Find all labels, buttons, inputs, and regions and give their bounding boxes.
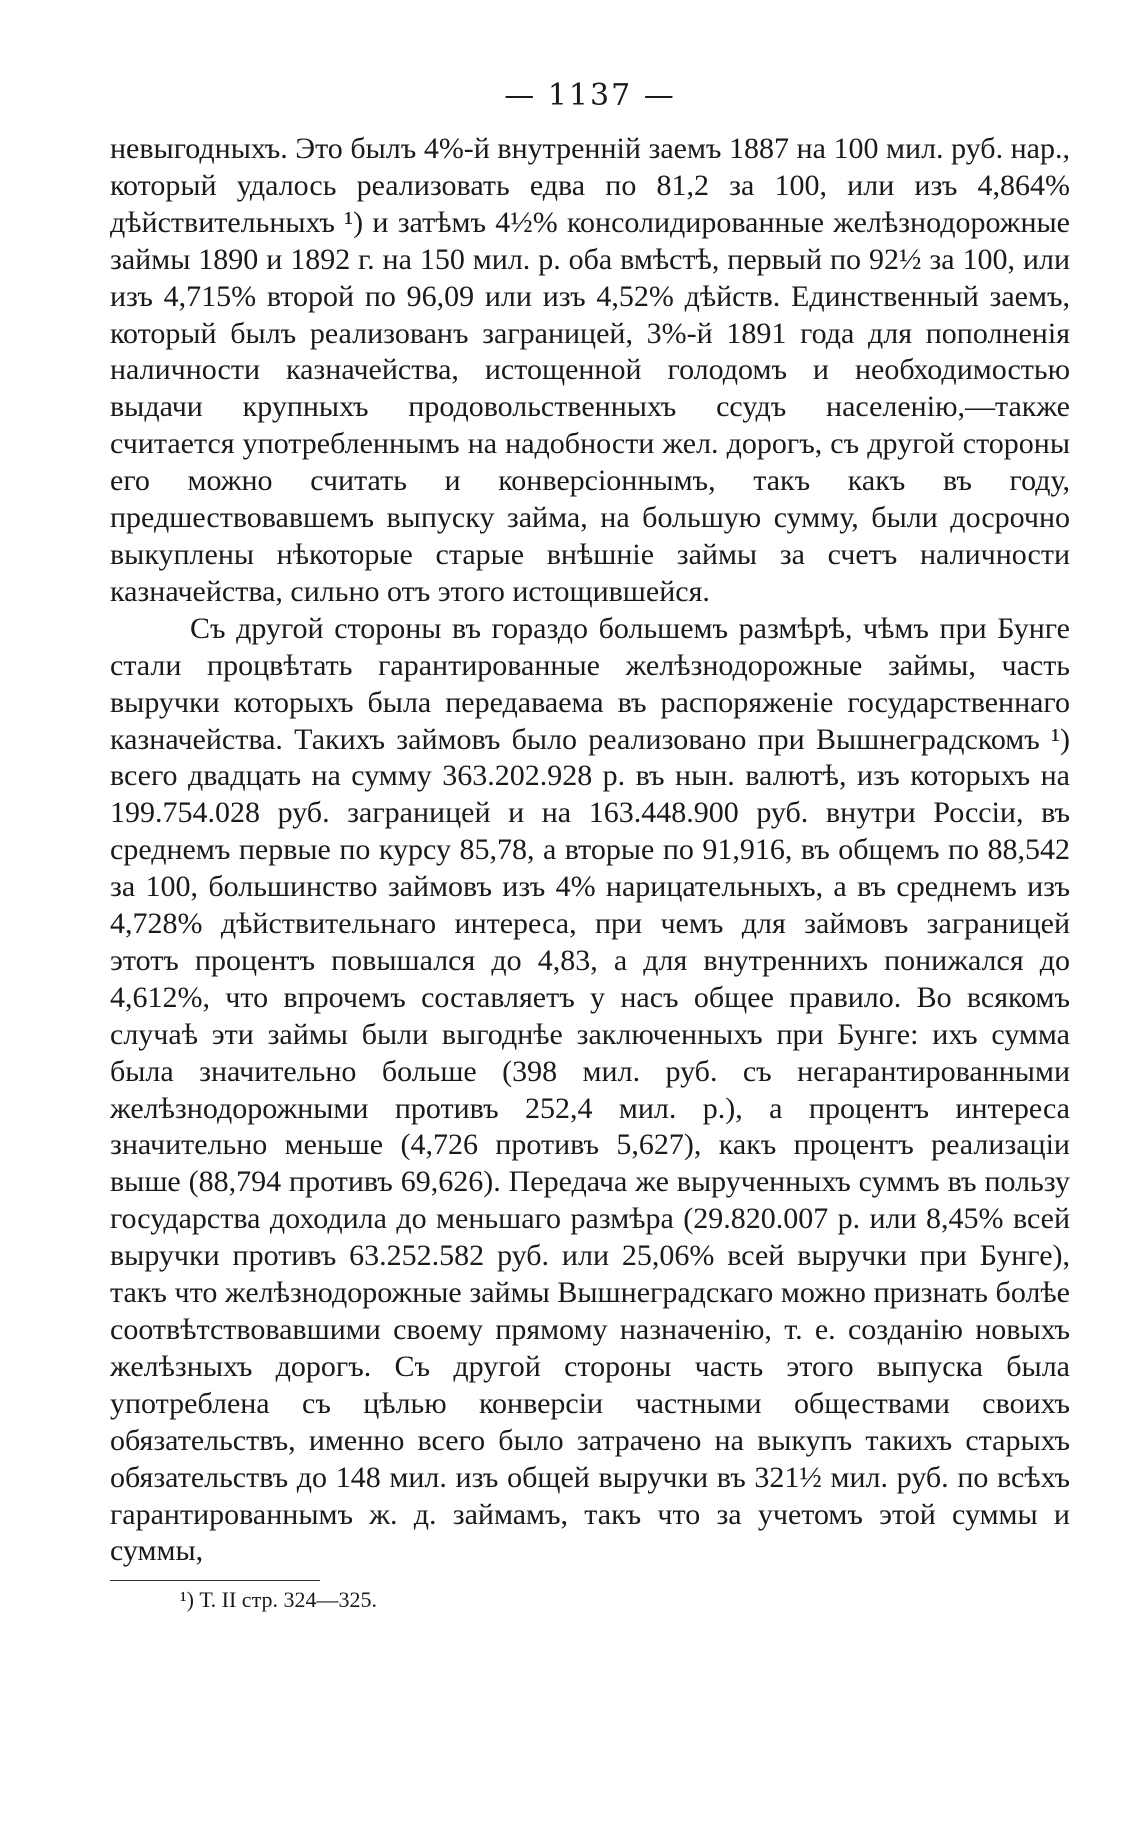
paragraph-1: невыгодныхъ. Это былъ 4%-й внутреннiй заемъ 1887 на 100 мил. руб. нар., который удалось реализовать едва по 81,2 за 100, или изъ 4,864% дѣйствительныхъ ¹) и затѣмъ 4½% консолидированные желѣзнодорожные займы 1890 и 1892 г. на 150 мил. р. оба вмѣстѣ, первый по 92½ за 100, или изъ 4,715% второй по 96,09 или изъ 4,52% дѣйств. Единственный заемъ, который былъ реализованъ заграницей, 3%-й 1891 года для пополненiя наличности казначейства, истощенной голодомъ и необходимостью выдачи крупныхъ продовольственныхъ ссудъ населенiю,—также считается употребленнымъ на надобности жел. дорогъ, съ другой стороны его можно считать и конверсiоннымъ, такъ какъ въ году, предшествовавшемъ выпуску займа, на большую сумму, были досрочно выкуплены нѣкоторые старые внѣшнiе займы за счетъ наличности казначейства, сильно отъ этого истощившейся.	[110, 132, 1070, 608]
paragraph-2: Съ другой стороны въ гораздо большемъ размѣрѣ, чѣмъ при Бунге стали процвѣтать гарантированные желѣзнодорожные займы, часть выручки которыхъ была передаваема въ распоряженiе государственнаго казначейства. Такихъ займовъ было реализовано при Вышнеградскомъ ¹) всего двадцать на сумму 363.202.928 р. въ нын. валютѣ, изъ которыхъ на 199.754.028 руб. заграницей и на 163.448.900 руб. внутри Россiи, въ среднемъ первые по курсу 85,78, а вторые по 91,916, въ общемъ по 88,542 за 100, большинство займовъ изъ 4% нарицательныхъ, а въ среднемъ изъ 4,728% дѣйствительнаго интереса, при чемъ для займовъ заграницей этотъ процентъ повышался до 4,83, а для внутреннихъ понижался до 4,612%, что впрочемъ составляетъ у насъ общее правило. Во всякомъ случаѣ эти займы были выгоднѣе заключенныхъ при Бунге: ихъ сумма была значительно больше (398 мил. руб. съ негарантированными желѣзнодорожными противъ 252,4 мил. р.), а процентъ интереса значительно меньше (4,726 противъ 5,627), какъ процентъ реализацiи выше (88,794 противъ 69,626). Передача же вырученныхъ суммъ въ пользу государства доходила до меньшаго размѣра (29.820.007 р. или 8,45% всей выручки противъ 63.252.582 руб. или 25,06% всей выручки при Бунге), такъ что желѣзнодорожные займы Вышнеградскаго можно признать болѣе соотвѣтствовавшими своему прямому назначенiю, т. е. созданiю новыхъ желѣзныхъ дорогъ. Съ другой стороны часть этого выпуска была употреблена съ цѣлью конверсiи частными обществами своихъ обязательствъ, именно всего было затрачено на выкупъ такихъ старыхъ обязательствъ до 148 мил. изъ общей выручки въ 321½ мил. руб. по всѣхъ гарантированнымъ ж. д. займамъ, такъ что за учетомъ этой суммы и суммы,	[110, 611, 1070, 1568]
footnote-divider	[110, 1580, 320, 1581]
book-page	[110, 78, 1070, 1613]
page-number: — 1137 —	[504, 78, 676, 113]
footnote: ¹) Т. II стр. 324—325.	[180, 1587, 377, 1613]
